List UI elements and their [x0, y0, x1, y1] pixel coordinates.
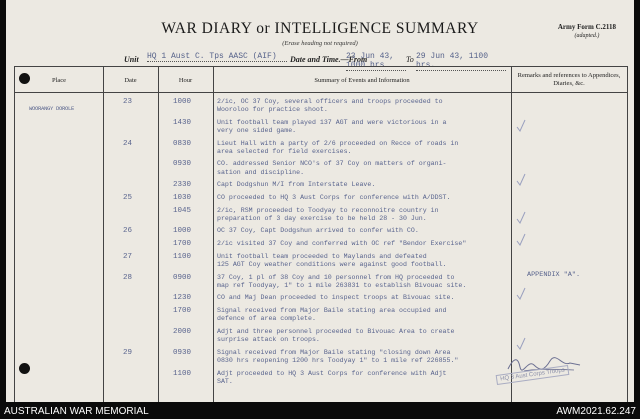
tick-mark-icon — [515, 287, 527, 301]
footer-accession-number: AWM2021.62.247 — [556, 406, 636, 417]
row-summary-line: preparation of 3 day exercise to be held 28 - 30 Jun. — [217, 214, 427, 222]
row-summary-line: very one sided game. — [217, 126, 297, 134]
row-summary-line: 125 AGT Coy weather conditions were against good football. — [217, 260, 447, 268]
row-hour: 1230 — [173, 294, 192, 303]
row-summary-line: CO proceeded to HQ 3 Aust Corps for conference with A/DDST. — [217, 193, 451, 201]
tick-mark-icon — [515, 211, 527, 225]
row-hour: 1030 — [173, 193, 192, 202]
diary-page — [6, 0, 634, 402]
row-summary-line: CO and Maj Dean proceeded to inspect troops at Bivouac site. — [217, 294, 455, 302]
row-hour: 2330 — [173, 181, 192, 190]
row-date: 27 — [123, 252, 133, 261]
row-summary-line: map ref Toodyay, 1" to 1 mile 263831 to establish Bivouac site. — [217, 281, 467, 289]
punch-hole — [19, 363, 30, 374]
punch-hole — [19, 73, 30, 84]
page-title: WAR DIARY or INTELLIGENCE SUMMARY — [161, 20, 479, 37]
row-summary-line: Adjt proceeded to HQ 3 Aust Corps for conference with Adjt — [217, 369, 447, 377]
footer-source: AUSTRALIAN WAR MEMORIAL — [4, 406, 149, 417]
unit-value: HQ 1 Aust C. Tps AASC (AIF) — [147, 52, 287, 62]
column-header-place: Place — [51, 77, 67, 84]
row-summary-line: sation and discipline. — [217, 168, 305, 176]
row-date: 24 — [123, 139, 133, 148]
date-from: 23 Jun 43, 1000 hrs — [346, 52, 406, 71]
row-hour: 1100 — [173, 252, 192, 261]
row-hour: 0900 — [173, 273, 192, 282]
row-hour: 1000 — [173, 98, 192, 106]
row-summary-line: 2/ic visited 37 Coy and conferred with OC ref "Bendor Exercise" — [217, 240, 467, 248]
row-summary-line: Unit football team played 137 AGT and were victorious in a — [217, 118, 447, 126]
row-summary-line: 37 Coy, 1 pl of 38 Coy and 10 personnel from HQ proceeded to — [217, 273, 455, 281]
row-date: 23 — [123, 98, 133, 106]
row-summary-line: OC 37 Coy, Capt Dodgshun arrived to confer with CO. — [217, 227, 419, 235]
tick-mark-icon — [515, 173, 527, 187]
date-label: Date and Time.—From — [290, 55, 368, 64]
column-divider — [158, 67, 159, 402]
row-summary-line: Capt Dodgshun M/I from Interstate Leave. — [217, 181, 376, 189]
column-divider — [511, 67, 512, 402]
row-date: 25 — [123, 193, 133, 202]
row-date: 26 — [123, 227, 133, 236]
row-summary-line: Signal received from Major Baile stating area occupied and — [217, 307, 447, 315]
place-value: WOORANGY DOROLE — [29, 105, 75, 112]
row-date: 28 — [123, 273, 133, 282]
form-number-label: Army Form C.2118 — [557, 23, 616, 31]
row-summary-line: Adjt and three personnel proceeded to Bivouac Area to create — [217, 327, 455, 335]
tick-mark-icon — [515, 233, 527, 247]
column-divider — [103, 67, 104, 402]
row-hour: 1430 — [173, 118, 192, 127]
row-hour: 0930 — [173, 348, 192, 357]
column-header-remarks: Remarks and references to Appendices, Diaries, &c. — [517, 72, 621, 87]
row-summary-line: 2/ic, OC 37 Coy, several officers and troops proceeded to — [217, 98, 443, 105]
row-summary-line: area selected for field exercises. — [217, 147, 352, 155]
diary-table — [14, 66, 628, 402]
row-summary-line: Wooroloo for practice shoot. — [217, 106, 328, 114]
row-summary-line: SAT. — [217, 377, 233, 385]
row-hour: 0930 — [173, 160, 192, 169]
row-summary-line: surprise attack on troops. — [217, 336, 320, 343]
row-summary-line: defence of area complete. — [217, 315, 316, 323]
form-note: (adapted.) — [574, 33, 600, 39]
tick-mark-icon — [515, 337, 527, 351]
tick-mark-icon — [515, 119, 527, 133]
form-number — [558, 23, 616, 41]
date-to-label: To — [406, 55, 414, 64]
date-to: 29 Jun 43, 1100 hrs. — [416, 52, 506, 71]
row-summary-line: Unit football team proceeded to Maylands and defeated — [217, 252, 427, 260]
unit-stamp: HQ 3 Aust Corps Troops — [496, 365, 570, 385]
column-divider — [213, 67, 214, 402]
row-date: 29 — [123, 348, 133, 357]
row-summary-line: 0830 hrs reopening 1200 hrs Toodyay 1" to 1 mile ref 226855." — [217, 356, 459, 364]
row-hour: 1000 — [173, 227, 192, 236]
row-hour: 1700 — [173, 240, 192, 249]
column-header-hour: Hour — [178, 77, 193, 84]
column-header-summary: Summary of Events and Information — [314, 77, 410, 84]
row-hour: 0830 — [173, 139, 192, 148]
row-hour: 1100 — [173, 369, 192, 378]
header-divider — [15, 92, 627, 93]
row-summary-line: 2/ic, RSM proceeded to Toodyay to reconnoitre country in — [217, 206, 439, 214]
row-summary-line: Lieut Hall with a party of 2/6 proceeded on Recce of roads in — [217, 139, 459, 147]
row-summary-line: Signal received from Major Baile stating "closing down Area — [217, 348, 451, 356]
page-subtitle: (Erase heading not required) — [282, 40, 358, 47]
column-header-date: Date — [124, 77, 137, 84]
remark-appendix: APPENDIX "A". — [527, 271, 581, 279]
row-hour: 1700 — [173, 307, 192, 316]
row-summary-line: CO. addressed Senior NCO's of 37 Coy on matters of organi- — [217, 160, 447, 168]
row-hour: 1045 — [173, 206, 192, 215]
row-hour: 2000 — [173, 327, 192, 336]
unit-label: Unit — [124, 55, 139, 64]
